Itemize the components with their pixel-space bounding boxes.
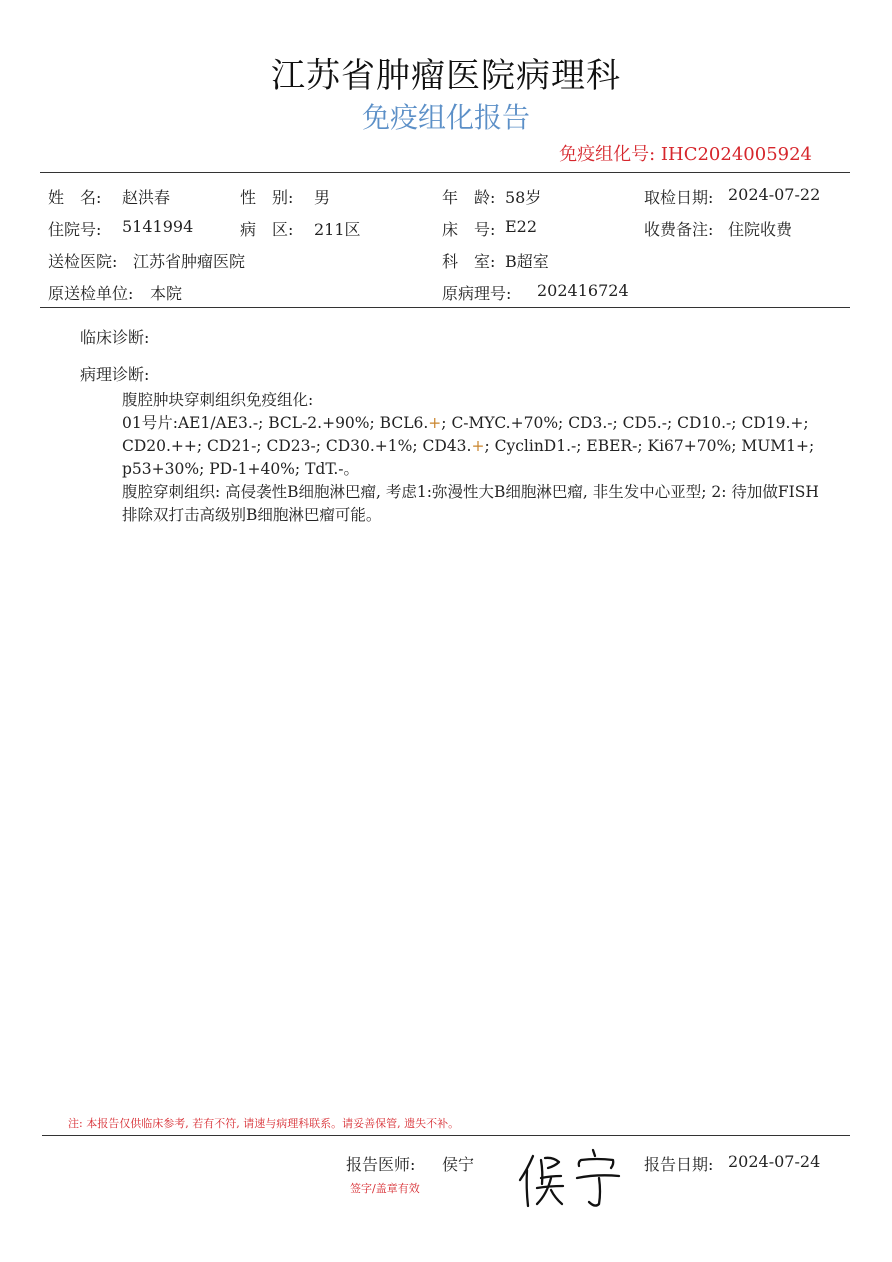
fee: 住院收费: [728, 220, 793, 239]
handwritten-signature: [515, 1148, 625, 1214]
report-title: 免疫组化报告: [361, 101, 530, 134]
fee-label: 收费备注:: [644, 220, 714, 239]
signature-drawing: [515, 1148, 625, 1210]
patient-sex: 男: [314, 188, 331, 207]
ward: 211区: [314, 220, 361, 239]
ihc-results-b: ; C-MYC.+70%; CD3.-; CD5.-; CD10.-; CD19.+; CD20.++; CD21-; CD23-; CD30.+1%; CD43.: [122, 414, 809, 455]
bed-label: 床 号:: [442, 220, 496, 239]
diagnosis-body: [122, 389, 822, 527]
bed: E22: [505, 217, 538, 236]
inpatient-no: 5141994: [122, 217, 194, 236]
doctor-label: 报告医师:: [346, 1155, 416, 1174]
sending-hospital-label: 送检医院:: [48, 252, 118, 271]
orig-unit: 本院: [150, 284, 183, 303]
sending-hospital: 江苏省肿瘤医院: [133, 252, 246, 271]
orig-path-no-label: 原病理号:: [442, 284, 512, 303]
header-rule-bottom: [40, 307, 850, 308]
age-label: 年 龄:: [442, 188, 496, 207]
dept: B超室: [505, 252, 549, 271]
ihc-number: 免疫组化号: IHC2024005924: [559, 144, 812, 165]
report-date-label: 报告日期:: [644, 1155, 714, 1174]
diagnosis-intro: 腹腔肿块穿刺组织免疫组化:: [122, 391, 314, 409]
header-rule-top: [40, 172, 850, 173]
name-label: 姓 名:: [48, 188, 102, 207]
inpatient-no-label: 住院号:: [48, 220, 102, 239]
footer-rule: [42, 1135, 850, 1136]
clinical-diagnosis-label: 临床诊断:: [80, 328, 150, 347]
patient-name: 赵洪春: [122, 188, 171, 207]
pathology-diagnosis-label: 病理诊断:: [80, 365, 150, 384]
orig-path-no: 202416724: [537, 281, 629, 300]
ihc-results-c: ; CyclinD1.-; EBER-; Ki67+70%; MUM1+; p53+30%; PD-1+40%; TdT.-。: [122, 437, 815, 478]
ihc-results: [122, 412, 822, 481]
hospital-title: 江苏省肿瘤医院病理科: [271, 56, 621, 96]
disclaimer-note: 注: 本报告仅供临床参考, 若有不符, 请速与病理科联系。请妥善保管, 遗失不补。: [68, 1117, 460, 1130]
sex-label: 性 别:: [240, 188, 294, 207]
doctor-name: 侯宁: [442, 1155, 475, 1174]
dept-label: 科 室:: [442, 252, 496, 271]
report-date: 2024-07-24: [728, 1152, 821, 1171]
sample-date: 2024-07-22: [728, 185, 821, 204]
diagnosis-conclusion: 腹腔穿刺组织: 高侵袭性B细胞淋巴瘤, 考虑1:弥漫性大B细胞淋巴瘤, 非生发中心亚型; 2: 待加做FISH排除双打击高级别B细胞淋巴瘤可能。: [122, 483, 819, 524]
ihc-plus-1: +: [428, 414, 442, 432]
ward-label: 病 区:: [240, 220, 294, 239]
sample-date-label: 取检日期:: [644, 188, 714, 207]
orig-unit-label: 原送检单位:: [48, 284, 134, 303]
patient-age: 58岁: [505, 188, 542, 207]
ihc-results-a: 01号片:AE1/AE3.-; BCL-2.+90%; BCL6.: [122, 414, 429, 432]
ihc-plus-2: +: [471, 437, 485, 455]
sign-note: 签字/盖章有效: [350, 1182, 420, 1195]
